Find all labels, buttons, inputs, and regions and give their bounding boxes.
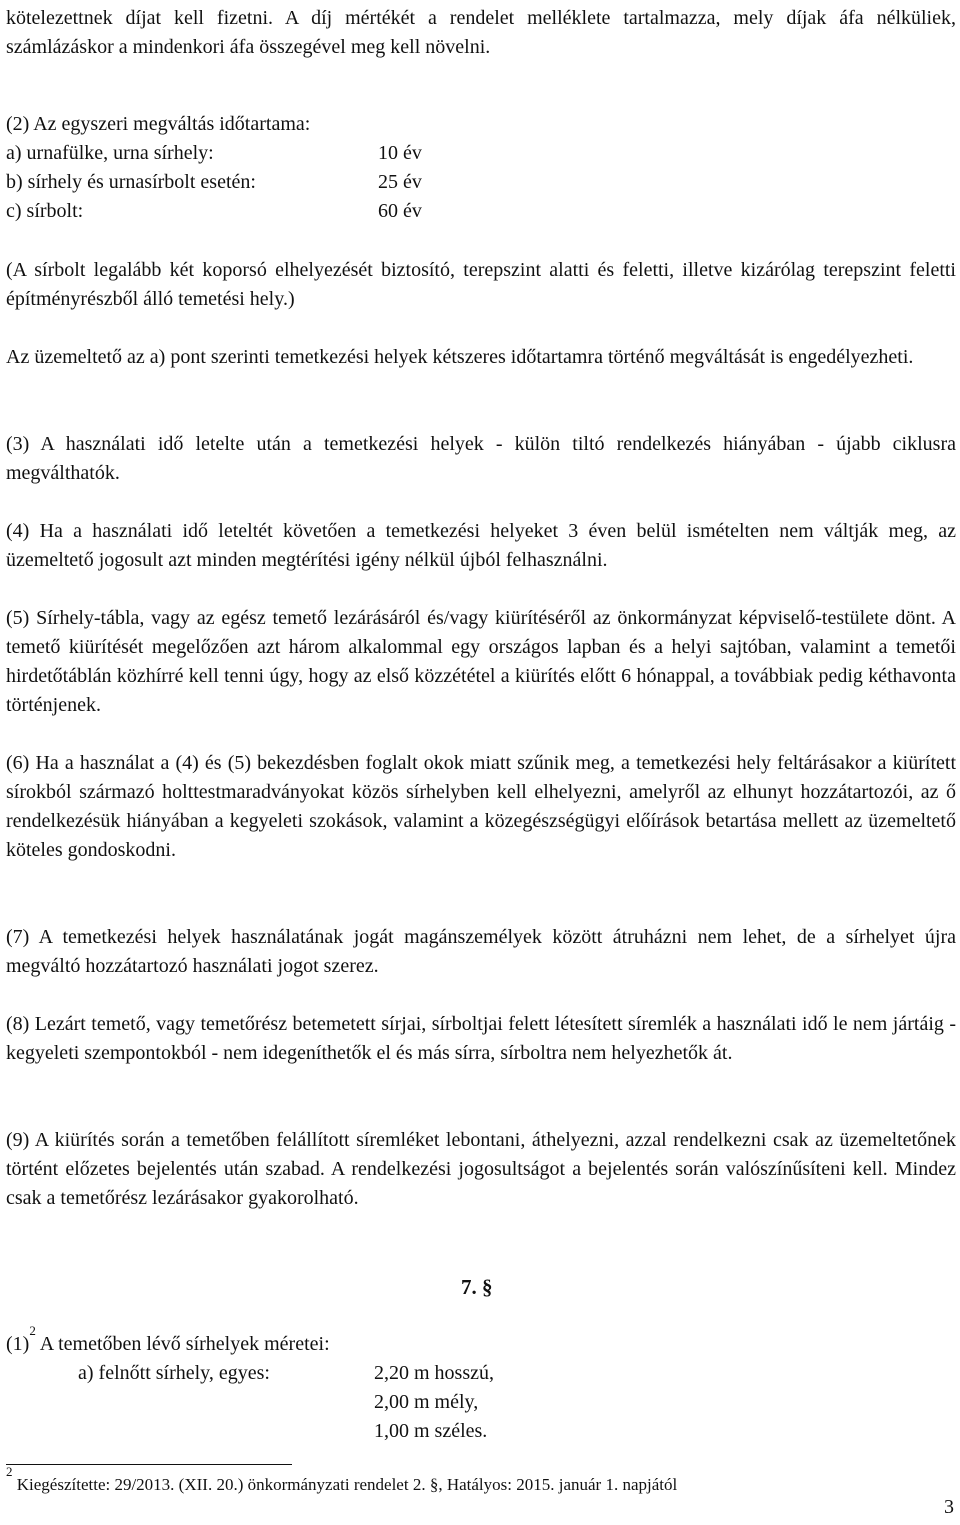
- paragraph-7: [6, 923, 956, 981]
- grave-size-section: [6, 1323, 706, 1446]
- duration-label: a) urnafülke, urna sírhely:: [6, 142, 214, 164]
- duration-label: c) sírbolt:: [6, 200, 84, 222]
- size-dimension: 2,00 m mély,: [374, 1391, 479, 1413]
- paragraph-text: Az üzemeltető az a) pont szerinti temetkezési helyek kétszeres időtartamra történő megváltását is engedélyezheti.: [6, 346, 914, 368]
- paragraph-2-title-text: (2) Az egyszeri megváltás időtartama:: [6, 113, 311, 135]
- duration-row: [6, 197, 606, 226]
- paragraph-text: (A sírbolt legalább két koporsó elhelyezését biztosító, terepszint alatti és feletti, illetve kizárólag terepszint feletti építményrészből álló temetési hely.): [6, 259, 956, 310]
- page-number: 3: [944, 1496, 954, 1518]
- size-row: [6, 1359, 706, 1388]
- footnote-number: 2: [6, 1464, 13, 1480]
- duration-value: 60 év: [378, 200, 422, 222]
- sirbolt-definition: [6, 256, 956, 314]
- paragraph-text: (3) A használati idő letelte után a temetkezési helyek - külön tiltó rendelkezés hiányában - újabb ciklusra megválthatók.: [6, 433, 956, 484]
- size-dimension: 2,20 m hosszú,: [374, 1362, 494, 1384]
- paragraph-text: (6) Ha a használat a (4) és (5) bekezdésben foglalt okok miatt szűnik meg, a temetkezési hely feltárásakor a kiürített sírokból származó holttestmaradványokat közös sírhelyben kell elhelyezni, amelyről az elhunyt hozzátartozói, az ő rendelkezésük hiányában a kegyeleti szokások, valamint a közegészségügyi előírások betartása mellett az üzemeltető köteles gondoskodni.: [6, 752, 956, 861]
- paragraph-2-heading: [6, 110, 606, 139]
- paragraph-text: kötelezettnek díjat kell fizetni. A díj mértékét a rendelet melléklete tartalmazza, mely díjak áfa nélküliek, számlázáskor a mindenkori áfa összegével meg kell növelni.: [6, 7, 956, 58]
- subsection-title: A temetőben lévő sírhelyek méretei:: [39, 1333, 330, 1355]
- paragraph-3: [6, 430, 956, 488]
- paragraph-9: [6, 1126, 956, 1213]
- duration-row: [6, 139, 606, 168]
- paragraph-text: (5) Sírhely-tábla, vagy az egész temető lezárásáról és/vagy kiürítéséről az önkormányzat képviselő-testülete dönt. A temető kiürítését megelőzően azt három alkalommal egy országos lapban és a helyi sajtóban, valamint a temetői hirdetőtáblán közhírré kell tenni úgy, hogy az első közzététel a kiürítés előtt 6 hónappal, a továbbiak pedig kéthavonta történjenek.: [6, 607, 956, 716]
- paragraph-text: (7) A temetkezési helyek használatának jogát magánszemélyek között átruházni nem lehet, de a sírhelyet újra megváltó hozzátartozó használati jogot szerez.: [6, 926, 956, 977]
- paragraph-6: [6, 749, 956, 865]
- subsection-number: (1): [6, 1333, 30, 1355]
- footnote-text: Kiegészítette: 29/2013. (XII. 20.) önkormányzati rendelet 2. §, Hatályos: 2015. január 1. napjától: [16, 1475, 678, 1494]
- intro-paragraph: [6, 4, 956, 62]
- size-item-label: a) felnőtt sírhely, egyes:: [78, 1362, 270, 1384]
- footnote: [6, 1464, 678, 1496]
- section-heading: 7. §: [461, 1275, 493, 1299]
- duration-label: b) sírhely és urnasírbolt esetén:: [6, 171, 256, 193]
- paragraph-text: (9) A kiürítés során a temetőben felállított síremléket lebontani, áthelyezni, azzal rendelkezni csak az üzemeltetőnek történt előzetes bejelentés után szabad. A rendelkezési jogosultságot a bejelentés során valószínűsíteni kell. Mindez csak a temetőrész lezárásakor gyakorolható.: [6, 1129, 956, 1209]
- duration-list: [6, 110, 606, 226]
- size-row: [6, 1388, 706, 1417]
- footnote-ref: 2: [29, 1323, 36, 1339]
- section-7-title-row: [6, 1323, 706, 1359]
- duration-value: 10 év: [378, 142, 422, 164]
- size-dimension: 1,00 m széles.: [374, 1420, 488, 1442]
- duration-value: 25 év: [378, 171, 422, 193]
- paragraph-8: [6, 1010, 956, 1068]
- paragraph-4: [6, 517, 956, 575]
- operator-paragraph: [6, 343, 956, 372]
- duration-row: [6, 168, 606, 197]
- paragraph-text: (4) Ha a használati idő leteltét követően a temetkezési helyeket 3 éven belül ismételten nem váltják meg, az üzemeltető jogosult azt minden megtérítési igény nélkül újból felhasználni.: [6, 520, 956, 571]
- paragraph-5: [6, 604, 956, 720]
- footnote-divider: [6, 1464, 292, 1465]
- size-row: [6, 1417, 706, 1446]
- paragraph-text: (8) Lezárt temető, vagy temetőrész betemetett sírjai, sírboltjai felett létesített síremlék a használati idő le nem jártáig - kegyeleti szempontokból - nem idegeníthetők el és más sírra, sírboltra nem helyezhetők át.: [6, 1013, 956, 1064]
